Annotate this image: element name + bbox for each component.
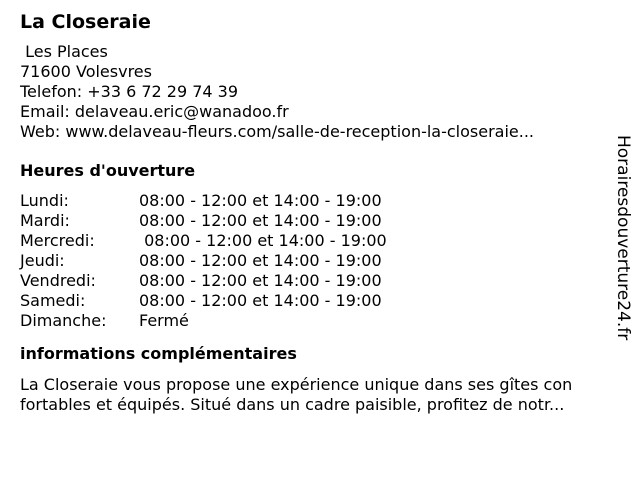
- hours-row-samedi: [20, 291, 620, 311]
- day-hours: 08:00 - 12:00 et 14:00 - 19:00: [139, 271, 382, 290]
- day-hours: 08:00 - 12:00 et 14:00 - 19:00: [139, 291, 382, 310]
- additional-info-heading: informations complémentaires: [20, 344, 297, 363]
- day-hours: 08:00 - 12:00 et 14:00 - 19:00: [139, 231, 387, 250]
- day-label: Mardi:: [20, 211, 70, 230]
- hours-row-mardi: [20, 211, 620, 231]
- day-label: Lundi:: [20, 191, 69, 210]
- phone-number: Telefon: +33 6 72 29 74 39: [20, 82, 239, 101]
- day-label: Jeudi:: [20, 251, 65, 270]
- day-label: Vendredi:: [20, 271, 96, 290]
- website-url: Web: www.delaveau-fleurs.com/salle-de-reception-la-closeraie...: [20, 122, 535, 141]
- day-hours: 08:00 - 12:00 et 14:00 - 19:00: [139, 191, 382, 210]
- hours-row-lundi: [20, 191, 620, 211]
- additional-info-text: La Closeraie vous propose une expérience unique dans ses gîtes con fortables et équipés. Situé dans un cadre paisible, profitez de notr...: [20, 375, 573, 414]
- business-card: [20, 10, 620, 415]
- site-watermark: Horairesdouverture24.fr: [613, 135, 633, 341]
- address-block: [20, 42, 620, 142]
- email-address: Email: delaveau.eric@wanadoo.fr: [20, 102, 289, 121]
- business-name: La Closeraie: [20, 11, 151, 33]
- city-postcode: 71600 Volesvres: [20, 62, 152, 81]
- street-address: Les Places: [20, 42, 108, 61]
- day-label: Mercredi:: [20, 231, 95, 250]
- day-label: Samedi:: [20, 291, 86, 310]
- hours-row-dimanche: [20, 311, 620, 331]
- day-hours: Fermé: [139, 311, 189, 330]
- opening-hours-heading: Heures d'ouverture: [20, 161, 196, 180]
- hours-row-mercredi: [20, 231, 620, 251]
- hours-row-vendredi: [20, 271, 620, 291]
- opening-hours-table: [20, 191, 620, 331]
- day-hours: 08:00 - 12:00 et 14:00 - 19:00: [139, 211, 382, 230]
- day-label: Dimanche:: [20, 311, 107, 330]
- day-hours: 08:00 - 12:00 et 14:00 - 19:00: [139, 251, 382, 270]
- hours-row-jeudi: [20, 251, 620, 271]
